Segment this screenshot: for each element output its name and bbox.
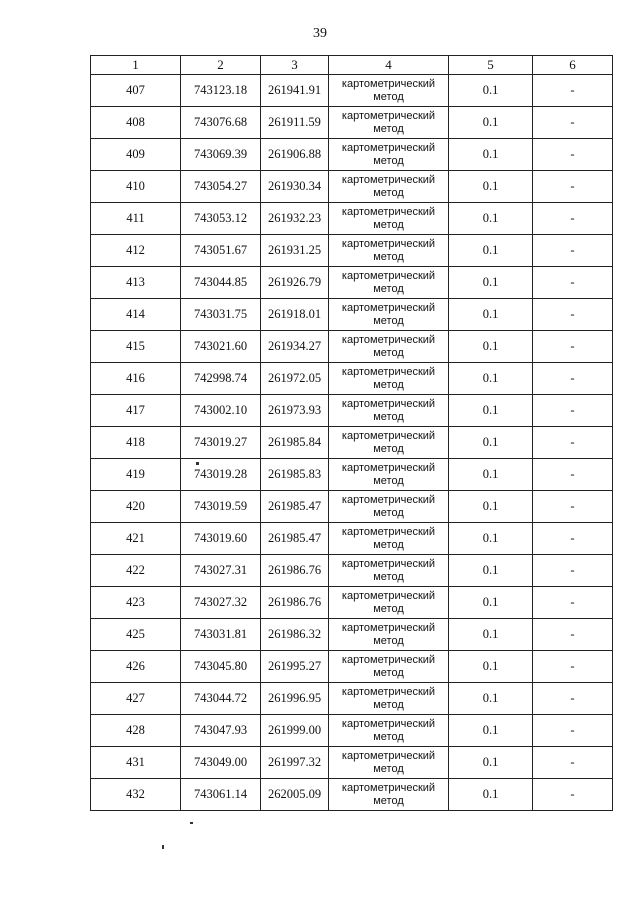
y-coordinate-cell: 261985.47 xyxy=(261,491,329,523)
method-cell xyxy=(329,139,449,171)
point-number-cell: 432 xyxy=(91,779,181,811)
x-coordinate-cell: 743051.67 xyxy=(181,235,261,267)
x-coordinate-cell: 743076.68 xyxy=(181,107,261,139)
table-row xyxy=(91,395,613,427)
method-line: метод xyxy=(373,154,404,167)
y-coordinate-cell: 261997.32 xyxy=(261,747,329,779)
accuracy-cell: 0.1 xyxy=(449,683,533,715)
note-cell: - xyxy=(533,395,613,427)
point-number-cell: 422 xyxy=(91,555,181,587)
column-header: 4 xyxy=(329,56,449,75)
method-cell xyxy=(329,299,449,331)
note-cell: - xyxy=(533,555,613,587)
point-number-cell: 426 xyxy=(91,651,181,683)
note-cell: - xyxy=(533,523,613,555)
point-number-cell: 431 xyxy=(91,747,181,779)
point-number-cell: 408 xyxy=(91,107,181,139)
x-coordinate-cell: 743002.10 xyxy=(181,395,261,427)
method-line: картометрический xyxy=(341,525,436,538)
accuracy-cell: 0.1 xyxy=(449,203,533,235)
method-line: метод xyxy=(373,698,404,711)
y-coordinate-cell: 261999.00 xyxy=(261,715,329,747)
note-cell: - xyxy=(533,363,613,395)
table-row xyxy=(91,363,613,395)
method-line: метод xyxy=(373,666,404,679)
method-line: картометрический xyxy=(341,653,436,666)
method-cell xyxy=(329,715,449,747)
accuracy-cell: 0.1 xyxy=(449,331,533,363)
method-line: картометрический xyxy=(341,685,436,698)
method-line: метод xyxy=(373,410,404,423)
method-line: картометрический xyxy=(341,589,436,602)
accuracy-cell: 0.1 xyxy=(449,779,533,811)
method-line: картометрический xyxy=(341,205,436,218)
table-row xyxy=(91,75,613,107)
point-number-cell: 423 xyxy=(91,587,181,619)
method-line: метод xyxy=(373,634,404,647)
method-line: метод xyxy=(373,570,404,583)
method-cell xyxy=(329,203,449,235)
accuracy-cell: 0.1 xyxy=(449,363,533,395)
method-line: картометрический xyxy=(341,781,436,794)
table-row xyxy=(91,107,613,139)
x-coordinate-cell: 743053.12 xyxy=(181,203,261,235)
column-header: 2 xyxy=(181,56,261,75)
table-row xyxy=(91,427,613,459)
accuracy-cell: 0.1 xyxy=(449,75,533,107)
accuracy-cell: 0.1 xyxy=(449,171,533,203)
table-row xyxy=(91,203,613,235)
point-number-cell: 413 xyxy=(91,267,181,299)
table-row xyxy=(91,331,613,363)
method-line: метод xyxy=(373,378,404,391)
accuracy-cell: 0.1 xyxy=(449,235,533,267)
point-number-cell: 420 xyxy=(91,491,181,523)
method-cell xyxy=(329,427,449,459)
x-coordinate-cell: 743049.00 xyxy=(181,747,261,779)
method-line: картометрический xyxy=(341,621,436,634)
method-line: метод xyxy=(373,730,404,743)
table-row xyxy=(91,139,613,171)
table-row xyxy=(91,171,613,203)
note-cell: - xyxy=(533,331,613,363)
point-number-cell: 419 xyxy=(91,459,181,491)
table-row xyxy=(91,747,613,779)
point-number-cell: 418 xyxy=(91,427,181,459)
y-coordinate-cell: 261985.84 xyxy=(261,427,329,459)
method-line: метод xyxy=(373,794,404,807)
header-row xyxy=(91,56,613,75)
column-header: 3 xyxy=(261,56,329,75)
accuracy-cell: 0.1 xyxy=(449,747,533,779)
x-coordinate-cell: 743031.81 xyxy=(181,619,261,651)
table-body xyxy=(91,75,613,811)
method-line: картометрический xyxy=(341,461,436,474)
table-row xyxy=(91,619,613,651)
method-cell xyxy=(329,171,449,203)
accuracy-cell: 0.1 xyxy=(449,555,533,587)
method-line: картометрический xyxy=(341,173,436,186)
method-line: метод xyxy=(373,474,404,487)
method-cell xyxy=(329,619,449,651)
point-number-cell: 415 xyxy=(91,331,181,363)
x-coordinate-cell: 743021.60 xyxy=(181,331,261,363)
x-coordinate-cell: 742998.74 xyxy=(181,363,261,395)
point-number-cell: 427 xyxy=(91,683,181,715)
note-cell: - xyxy=(533,107,613,139)
method-line: картометрический xyxy=(341,333,436,346)
y-coordinate-cell: 262005.09 xyxy=(261,779,329,811)
table-row xyxy=(91,299,613,331)
table-row xyxy=(91,459,613,491)
y-coordinate-cell: 261985.47 xyxy=(261,523,329,555)
point-number-cell: 421 xyxy=(91,523,181,555)
x-coordinate-cell: 743019.27 xyxy=(181,427,261,459)
accuracy-cell: 0.1 xyxy=(449,715,533,747)
accuracy-cell: 0.1 xyxy=(449,619,533,651)
table-row xyxy=(91,683,613,715)
point-number-cell: 411 xyxy=(91,203,181,235)
method-line: метод xyxy=(373,122,404,135)
accuracy-cell: 0.1 xyxy=(449,651,533,683)
method-cell xyxy=(329,331,449,363)
method-line: метод xyxy=(373,282,404,295)
y-coordinate-cell: 261973.93 xyxy=(261,395,329,427)
table-row xyxy=(91,267,613,299)
method-line: метод xyxy=(373,250,404,263)
y-coordinate-cell: 261932.23 xyxy=(261,203,329,235)
method-line: метод xyxy=(373,346,404,359)
method-line: картометрический xyxy=(341,429,436,442)
x-coordinate-cell: 743061.14 xyxy=(181,779,261,811)
note-cell: - xyxy=(533,427,613,459)
x-coordinate-cell: 743123.18 xyxy=(181,75,261,107)
accuracy-cell: 0.1 xyxy=(449,395,533,427)
point-number-cell: 410 xyxy=(91,171,181,203)
method-cell xyxy=(329,683,449,715)
method-line: метод xyxy=(373,538,404,551)
accuracy-cell: 0.1 xyxy=(449,267,533,299)
note-cell: - xyxy=(533,587,613,619)
method-line: метод xyxy=(373,602,404,615)
accuracy-cell: 0.1 xyxy=(449,587,533,619)
accuracy-cell: 0.1 xyxy=(449,459,533,491)
x-coordinate-cell: 743045.80 xyxy=(181,651,261,683)
accuracy-cell: 0.1 xyxy=(449,139,533,171)
y-coordinate-cell: 261986.32 xyxy=(261,619,329,651)
method-line: картометрический xyxy=(341,109,436,122)
method-line: метод xyxy=(373,506,404,519)
accuracy-cell: 0.1 xyxy=(449,523,533,555)
method-cell xyxy=(329,747,449,779)
method-line: метод xyxy=(373,762,404,775)
y-coordinate-cell: 261996.95 xyxy=(261,683,329,715)
y-coordinate-cell: 261931.25 xyxy=(261,235,329,267)
table-row xyxy=(91,587,613,619)
scan-mark xyxy=(190,822,193,824)
column-header: 5 xyxy=(449,56,533,75)
table-row xyxy=(91,779,613,811)
note-cell: - xyxy=(533,683,613,715)
point-number-cell: 416 xyxy=(91,363,181,395)
point-number-cell: 412 xyxy=(91,235,181,267)
method-line: картометрический xyxy=(341,397,436,410)
method-line: картометрический xyxy=(341,749,436,762)
x-coordinate-cell: 743027.31 xyxy=(181,555,261,587)
note-cell: - xyxy=(533,267,613,299)
scan-mark xyxy=(196,462,199,465)
y-coordinate-cell: 261926.79 xyxy=(261,267,329,299)
point-number-cell: 425 xyxy=(91,619,181,651)
method-line: картометрический xyxy=(341,269,436,282)
note-cell: - xyxy=(533,299,613,331)
coordinates-table xyxy=(90,55,613,811)
table-row xyxy=(91,491,613,523)
scan-mark xyxy=(162,845,164,849)
method-cell xyxy=(329,235,449,267)
x-coordinate-cell: 743069.39 xyxy=(181,139,261,171)
table-row xyxy=(91,715,613,747)
table-row xyxy=(91,555,613,587)
table-row xyxy=(91,235,613,267)
x-coordinate-cell: 743019.59 xyxy=(181,491,261,523)
point-number-cell: 414 xyxy=(91,299,181,331)
y-coordinate-cell: 261906.88 xyxy=(261,139,329,171)
note-cell: - xyxy=(533,619,613,651)
method-cell xyxy=(329,491,449,523)
method-cell xyxy=(329,267,449,299)
note-cell: - xyxy=(533,715,613,747)
method-cell xyxy=(329,363,449,395)
method-line: метод xyxy=(373,218,404,231)
method-line: картометрический xyxy=(341,717,436,730)
method-line: картометрический xyxy=(341,557,436,570)
method-cell xyxy=(329,75,449,107)
note-cell: - xyxy=(533,491,613,523)
x-coordinate-cell: 743031.75 xyxy=(181,299,261,331)
method-line: картометрический xyxy=(341,141,436,154)
point-number-cell: 407 xyxy=(91,75,181,107)
y-coordinate-cell: 261934.27 xyxy=(261,331,329,363)
table-header xyxy=(91,56,613,75)
x-coordinate-cell: 743019.28 xyxy=(181,459,261,491)
note-cell: - xyxy=(533,651,613,683)
method-cell xyxy=(329,779,449,811)
method-line: метод xyxy=(373,186,404,199)
note-cell: - xyxy=(533,459,613,491)
point-number-cell: 428 xyxy=(91,715,181,747)
table-row xyxy=(91,651,613,683)
method-line: картометрический xyxy=(341,493,436,506)
note-cell: - xyxy=(533,75,613,107)
table-row xyxy=(91,523,613,555)
note-cell: - xyxy=(533,747,613,779)
method-line: метод xyxy=(373,314,404,327)
method-line: метод xyxy=(373,442,404,455)
y-coordinate-cell: 261941.91 xyxy=(261,75,329,107)
note-cell: - xyxy=(533,139,613,171)
y-coordinate-cell: 261995.27 xyxy=(261,651,329,683)
method-line: картометрический xyxy=(341,365,436,378)
method-line: метод xyxy=(373,90,404,103)
accuracy-cell: 0.1 xyxy=(449,299,533,331)
method-cell xyxy=(329,459,449,491)
note-cell: - xyxy=(533,203,613,235)
method-cell xyxy=(329,523,449,555)
accuracy-cell: 0.1 xyxy=(449,491,533,523)
page-number: 39 xyxy=(313,26,327,41)
point-number-cell: 409 xyxy=(91,139,181,171)
column-header: 6 xyxy=(533,56,613,75)
note-cell: - xyxy=(533,235,613,267)
x-coordinate-cell: 743047.93 xyxy=(181,715,261,747)
method-cell xyxy=(329,651,449,683)
method-line: картометрический xyxy=(341,237,436,250)
point-number-cell: 417 xyxy=(91,395,181,427)
method-cell xyxy=(329,587,449,619)
accuracy-cell: 0.1 xyxy=(449,107,533,139)
y-coordinate-cell: 261985.83 xyxy=(261,459,329,491)
x-coordinate-cell: 743044.72 xyxy=(181,683,261,715)
y-coordinate-cell: 261918.01 xyxy=(261,299,329,331)
column-header: 1 xyxy=(91,56,181,75)
method-cell xyxy=(329,395,449,427)
y-coordinate-cell: 261911.59 xyxy=(261,107,329,139)
note-cell: - xyxy=(533,171,613,203)
y-coordinate-cell: 261930.34 xyxy=(261,171,329,203)
method-line: картометрический xyxy=(341,77,436,90)
method-line: картометрический xyxy=(341,301,436,314)
x-coordinate-cell: 743027.32 xyxy=(181,587,261,619)
x-coordinate-cell: 743019.60 xyxy=(181,523,261,555)
x-coordinate-cell: 743044.85 xyxy=(181,267,261,299)
method-cell xyxy=(329,555,449,587)
method-cell xyxy=(329,107,449,139)
y-coordinate-cell: 261986.76 xyxy=(261,587,329,619)
y-coordinate-cell: 261972.05 xyxy=(261,363,329,395)
note-cell: - xyxy=(533,779,613,811)
accuracy-cell: 0.1 xyxy=(449,427,533,459)
y-coordinate-cell: 261986.76 xyxy=(261,555,329,587)
x-coordinate-cell: 743054.27 xyxy=(181,171,261,203)
